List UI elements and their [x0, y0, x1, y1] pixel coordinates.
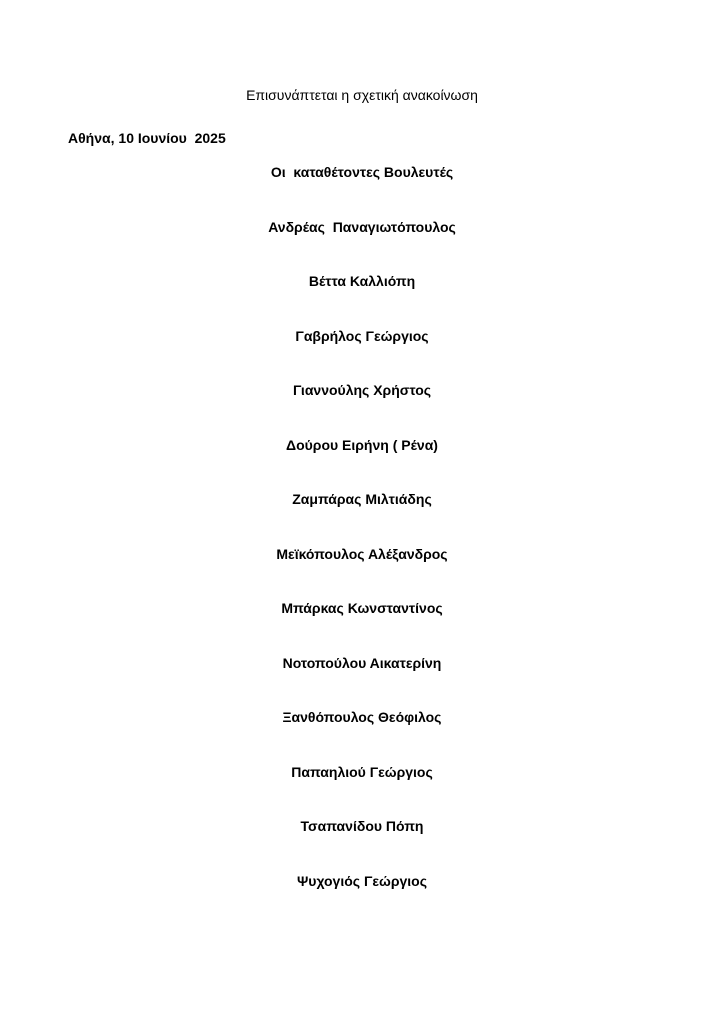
signatory-name: Παπαηλιού Γεώργιος — [291, 763, 433, 780]
signatory-name: Ξανθόπουλος Θεόφιλος — [282, 709, 442, 725]
signatory-name: Τσαπανίδου Πόπη — [300, 818, 424, 834]
signatory-name: Ζαμπάρας Μιλτιάδης — [292, 491, 432, 507]
signatories-block — [0, 163, 724, 890]
signatories-heading: Οι καταθέτοντες Βουλευτές — [270, 164, 454, 180]
signatory-name: Βέττα Καλλιόπη — [308, 273, 416, 289]
signatory-name: Μεϊκόπουλος Αλέξανδρος — [276, 545, 448, 562]
signatory-name: Μπάρκας Κωνσταντίνος — [281, 600, 443, 616]
signatory-name: Νοτοπούλου Αικατερίνη — [282, 654, 442, 671]
signatory-name: Ψυχογιός Γεώργιος — [296, 872, 428, 889]
attachment-note: Επισυνάπτεται η σχετική ανακοίνωση — [246, 87, 478, 103]
signatory-name: Γιαννούλης Χρήστος — [292, 382, 432, 398]
signatory-name: Γαβρήλος Γεώργιος — [295, 327, 429, 344]
signatory-name: Δούρου Ειρήνη ( Ρένα) — [286, 436, 438, 453]
signatory-name: Ανδρέας Παναγιωτόπουλος — [268, 218, 456, 235]
date-line: Αθήνα, 10 Ιουνίου 2025 — [68, 130, 226, 146]
